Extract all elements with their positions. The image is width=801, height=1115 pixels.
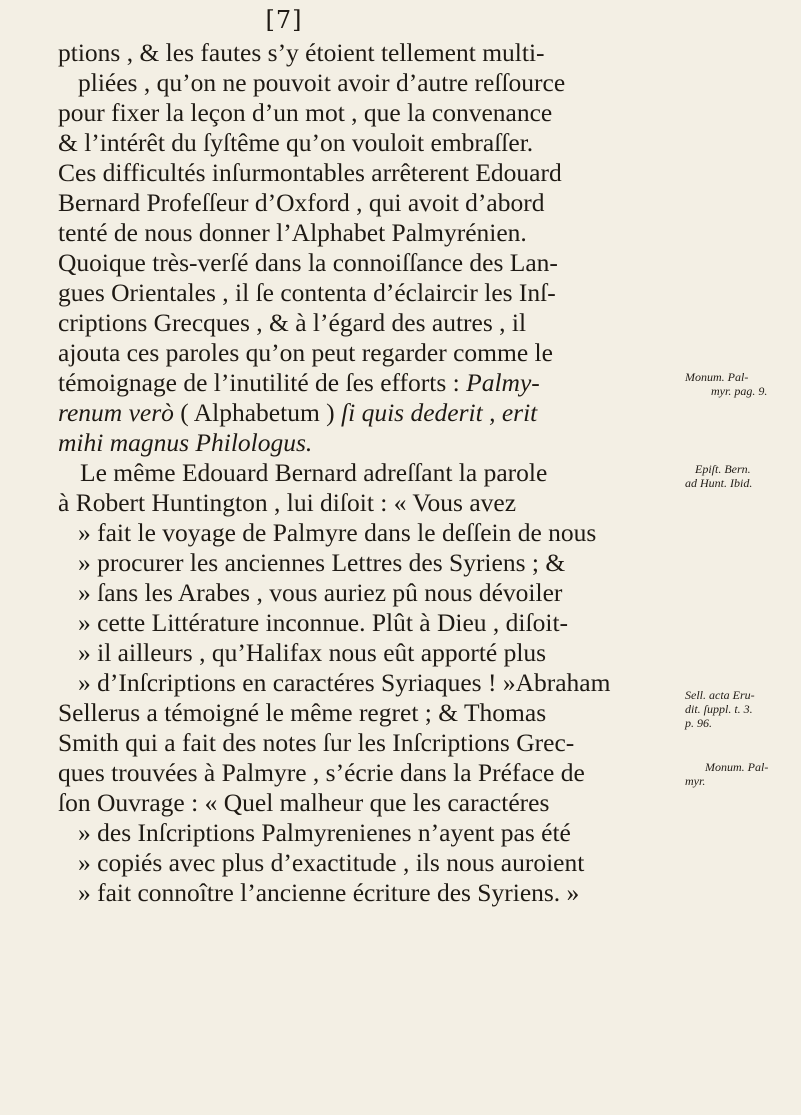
- margin-note-line: myr. pag. 9.: [711, 384, 768, 398]
- text-segment: témoignage de l’inutilité de ſes efforts :: [58, 368, 467, 397]
- text-line: pliées , qu’on ne pouvoit avoir d’autre reſſource: [78, 68, 566, 97]
- quote-line: » d’Inſcriptions en caractéres Syriaques ! »Abraham: [78, 668, 611, 697]
- margin-note-line: myr.: [685, 774, 706, 788]
- quote-line: » cette Littérature inconnue. Plût à Dieu , diſoit-: [78, 608, 569, 637]
- text-line: Bernard Profeſſeur d’Oxford , qui avoit d’abord: [58, 188, 545, 217]
- text-line: mihi magnus Philologus.: [58, 428, 313, 457]
- text-line: tenté de nous donner l’Alphabet Palmyrénien.: [58, 218, 527, 247]
- margin-note-line: ad Hunt. Ibid.: [685, 476, 753, 490]
- text-line: [58, 398, 537, 428]
- margin-note-sell-acta: [685, 688, 797, 730]
- margin-note-epist-bern: [685, 462, 797, 490]
- quote-line: » procurer les anciennes Lettres des Syriens ; &: [78, 548, 566, 577]
- text-line: criptions Grecques , & à l’égard des autres , il: [58, 308, 527, 337]
- text-line: Sellerus a témoigné le même regret ; & Thomas: [58, 698, 547, 727]
- margin-note-line: Epiſt. Bern.: [695, 462, 751, 476]
- margin-note-line: Monum. Pal-: [685, 370, 749, 384]
- text-segment: ( Alphabetum ): [173, 398, 342, 427]
- text-line: ajouta ces paroles qu’on peut regarder comme le: [58, 338, 553, 367]
- quote-line: » ſans les Arabes , vous auriez pû nous dévoiler: [78, 578, 563, 607]
- margin-note-line: Monum. Pal-: [705, 760, 769, 774]
- margin-note-monum-palmyr-2: [685, 760, 797, 788]
- text-line: [58, 368, 540, 398]
- text-line: Ces difficultés inſurmontables arrêterent Edouard: [58, 158, 562, 187]
- text-line: pour fixer la leçon d’un mot , que la convenance: [58, 98, 553, 127]
- quote-line: » il ailleurs , qu’Halifax nous eût apporté plus: [78, 638, 547, 667]
- latin-quote: Palmy-: [466, 368, 540, 397]
- quote-line: » fait connoître l’ancienne écriture des Syriens. »: [78, 878, 580, 907]
- latin-quote: ſi quis dederit , erit: [341, 398, 538, 427]
- text-line: ptions , & les fautes s’y étoient tellement multi-: [58, 38, 545, 67]
- text-line: ques trouvées à Palmyre , s’écrie dans la Préface de: [58, 758, 585, 787]
- latin-quote: renum verò: [58, 398, 174, 427]
- quote-line: » fait le voyage de Palmyre dans le deſſein de nous: [78, 518, 597, 547]
- text-line: & l’intérêt du ſyſtême qu’on vouloit embraſſer.: [58, 128, 534, 157]
- quote-line: » des Inſcriptions Palmyrenienes n’ayent pas été: [78, 818, 571, 847]
- page-number: [7]: [265, 6, 303, 34]
- margin-note-line: dit. ſuppl. t. 3.: [685, 702, 753, 716]
- margin-note-monum-palmyr: [685, 370, 797, 398]
- text-line: Quoique très-verſé dans la connoiſſance des Lan-: [58, 248, 558, 277]
- margin-note-line: p. 96.: [685, 716, 712, 730]
- margin-note-line: Sell. acta Eru-: [685, 688, 755, 702]
- text-line: à Robert Huntington , lui diſoit : « Vous avez: [58, 488, 517, 517]
- text-line: gues Orientales , il ſe contenta d’éclaircir les Inſ-: [58, 278, 556, 307]
- quote-line: » copiés avec plus d’exactitude , ils nous auroient: [78, 848, 585, 877]
- text-line: Smith qui a fait des notes ſur les Inſcriptions Grec-: [58, 728, 575, 757]
- text-line: ſon Ouvrage : « Quel malheur que les caractéres: [58, 788, 550, 817]
- paragraph-start-line: Le même Edouard Bernard adreſſant la parole: [80, 458, 548, 487]
